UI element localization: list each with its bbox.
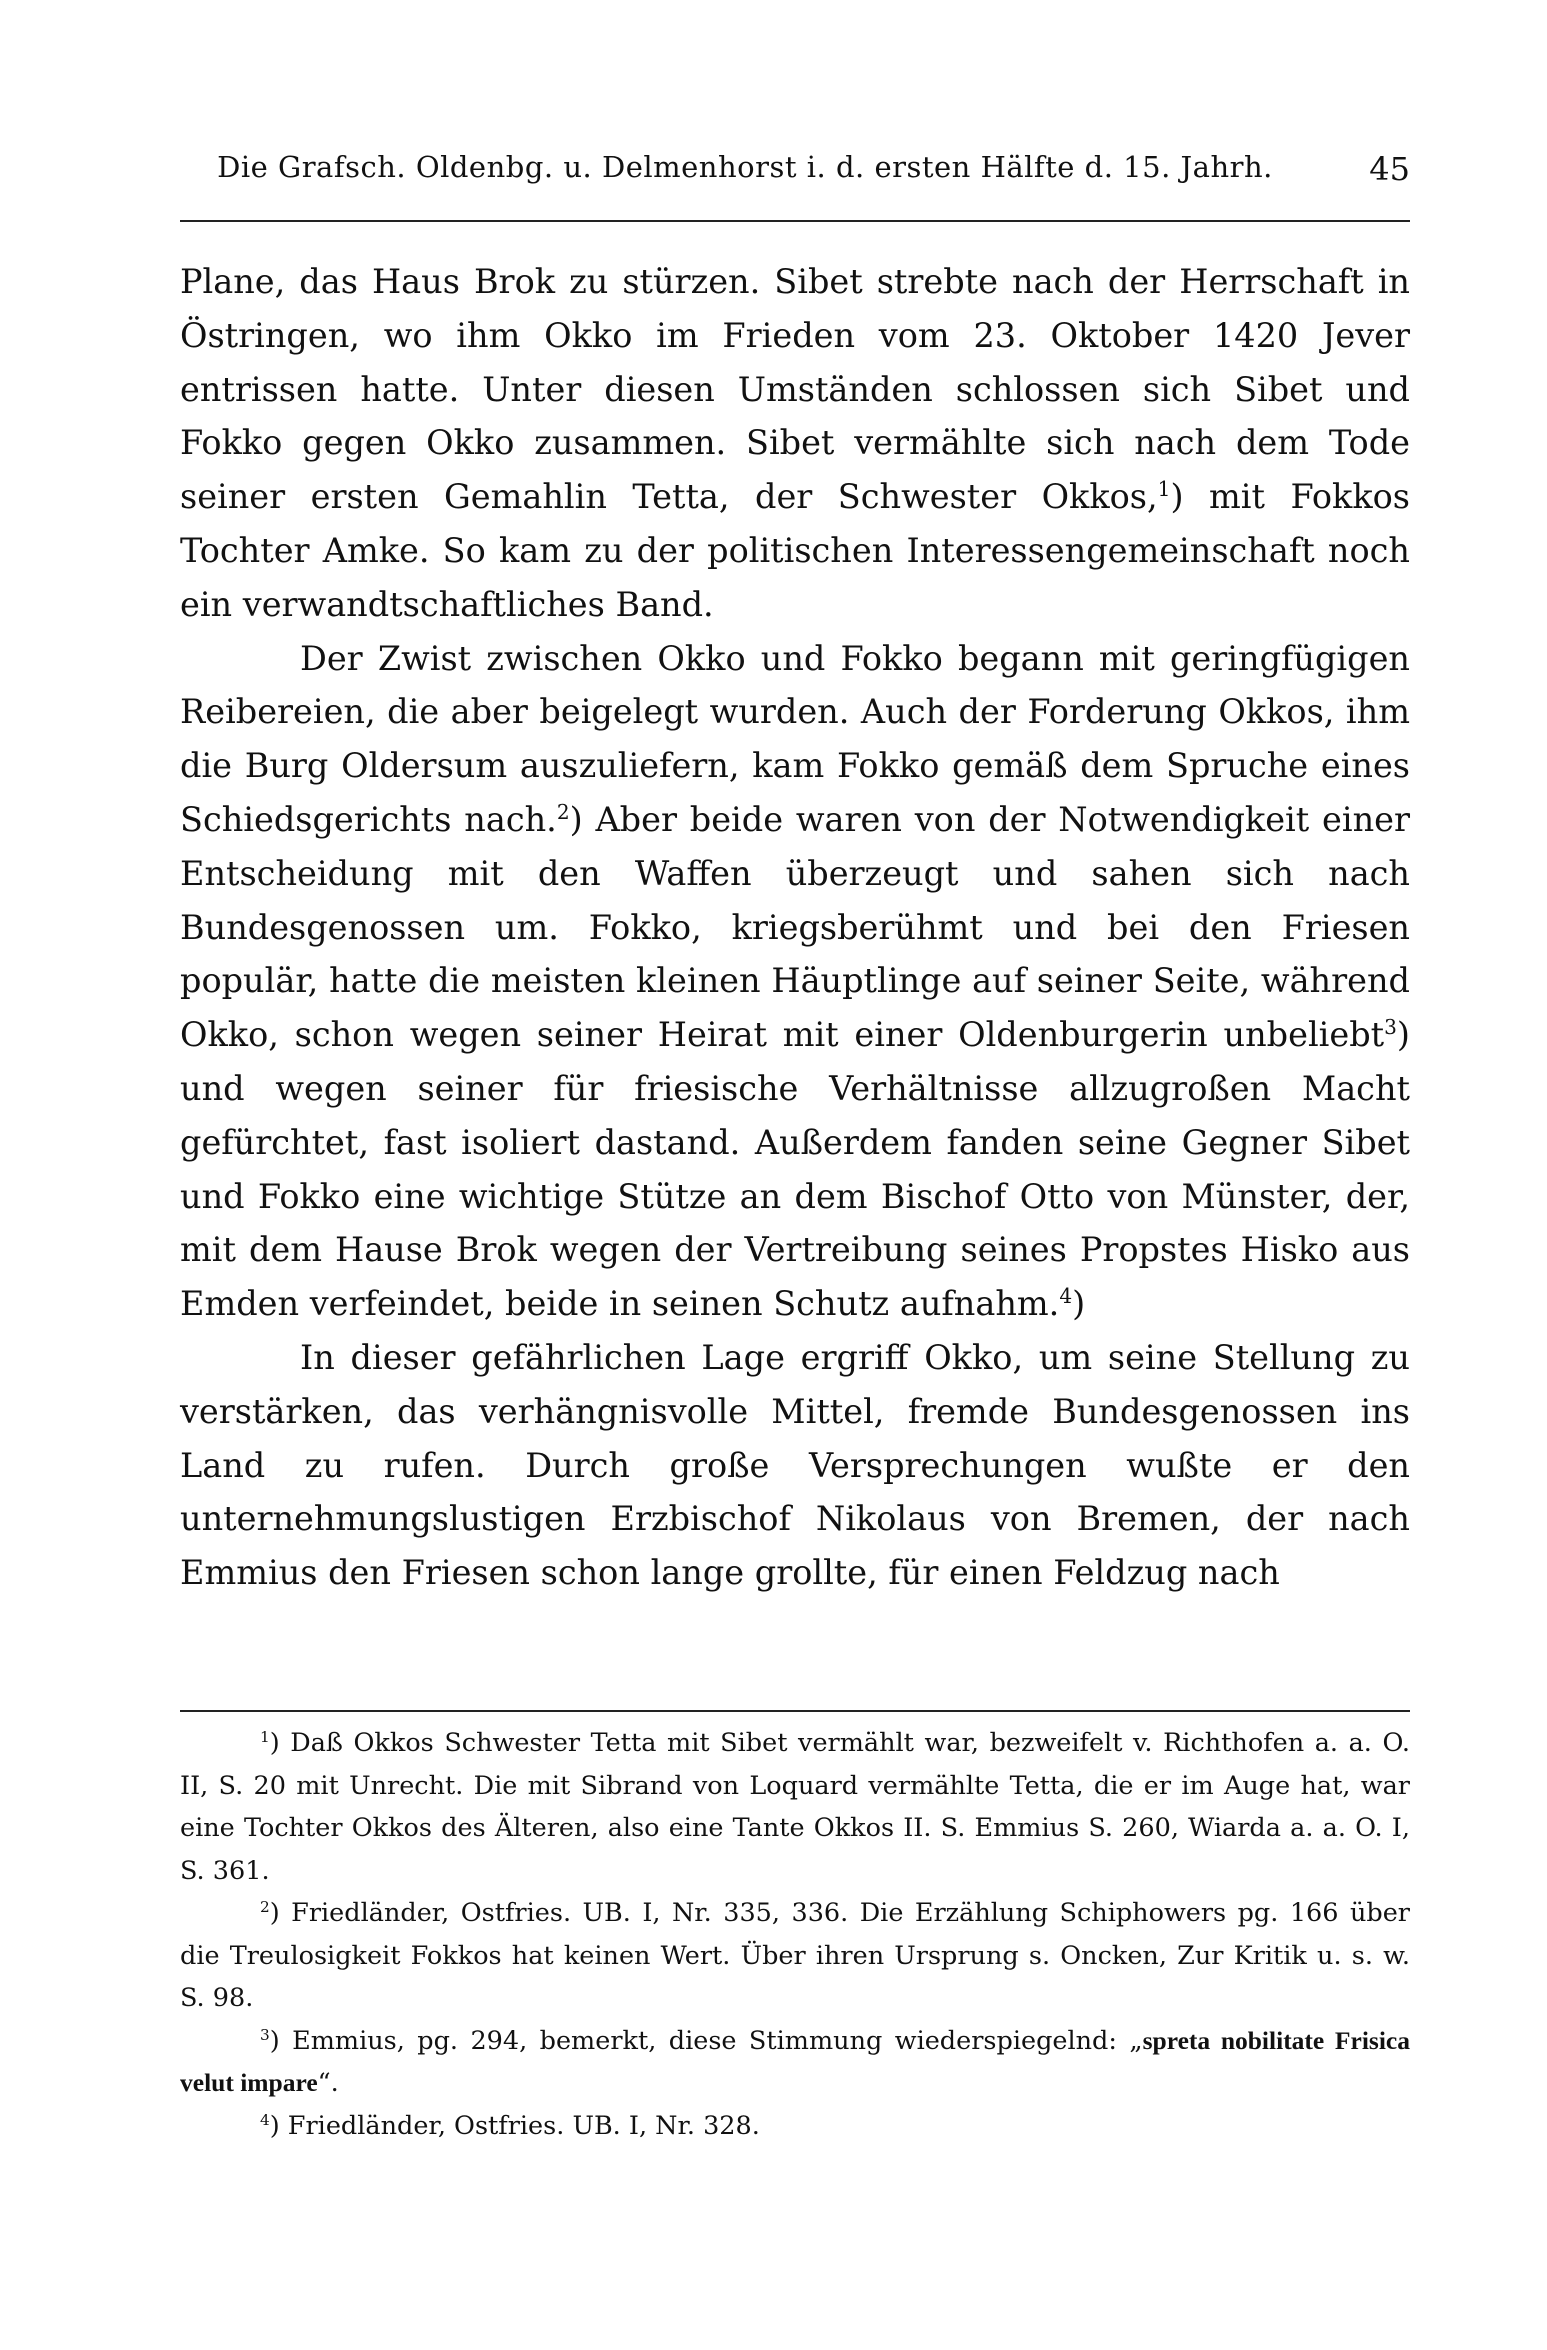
- paragraph-1: [180, 255, 1410, 632]
- footnote-ref: 1: [1157, 477, 1171, 502]
- footnote-text: “.: [317, 2068, 339, 2098]
- paragraph-text: ) Aber beide waren von der Notwendigkeit einer Entscheidung mit den Waffen überzeugt und sahen sich nach Bundesgenossen um. Fokko, kriegsberühmt und bei den Friesen populär, hatte die meisten kleinen Häuptlinge auf seiner Seite, während Okko, schon wegen seiner Heirat mit einer Oldenburgerin unbeliebt: [180, 799, 1411, 1055]
- running-header: [180, 150, 1410, 194]
- page-number: 45: [1369, 150, 1410, 188]
- footnote-ref: 3: [1384, 1015, 1397, 1040]
- paragraph-3: [180, 1331, 1410, 1600]
- paragraph-text: ) mit Fokkos Tochter Amke. So kam zu der politischen Interessengemeinschaft noch ein verwandtschaftliches Band.: [180, 477, 1410, 624]
- footnote-ref: 4: [1059, 1284, 1073, 1309]
- footnote-mark: 1: [260, 1727, 270, 1746]
- paragraph-text: ): [1072, 1284, 1086, 1324]
- paragraph-text: ) und wegen seiner für friesische Verhältnisse allzugroßen Macht gefürchtet, fast isoliert dastand. Außerdem fanden seine Gegner Sibet und Fokko eine wichtige Stütze an dem Bischof Otto von Münster, der, mit dem Hause Brok wegen der Vertreibung seines Propstes Hisko aus Emden verfeindet, beide in seinen Schutz aufnahm.: [180, 1015, 1410, 1324]
- footnote-2: [180, 1892, 1410, 2020]
- footnote-text: ) Emmius, pg. 294, bemerkt, diese Stimmung wiederspiegelnd: „: [269, 2025, 1143, 2056]
- footnote-text: ) Daß Okkos Schwester Tetta mit Sibet vermählt war, bezweifelt v. Richthofen a. a. O. II, S. 20 mit Unrecht. Die mit Sibrand von Loquard vermählte Tetta, die er im Auge hat, war eine Tochter Okkos des Älteren, also eine Tante Okkos II. S. Emmius S. 260, Wiarda a. a. O. I, S. 361.: [180, 1728, 1410, 1886]
- paragraph-2: [180, 632, 1410, 1331]
- paragraph-text: Plane, das Haus Brok zu stürzen. Sibet strebte nach der Herrschaft in Östringen, wo ihm Okko im Frieden vom 23. Oktober 1420 Jever entrissen hatte. Unter diesen Umständen schlossen sich Sibet und Fokko gegen Okko zusammen. Sibet vermählte sich nach dem Tode seiner ersten Gemahlin Tetta, der Schwester Okkos,: [180, 262, 1410, 517]
- footnote-3: [180, 2020, 1410, 2105]
- footnote-mark: 3: [260, 2025, 270, 2044]
- paragraph-text: Der Zwist zwischen Okko und Fokko begann mit geringfügigen Reibereien, die aber beigelegt wurden. Auch der Forderung Okkos, ihm die Burg Oldersum auszuliefern, kam Fokko gemäß dem Spruche eines Schiedsgerichts nach.: [180, 638, 1410, 839]
- main-text: [180, 255, 1410, 1600]
- footnote-text: ) Friedländer, Ostfries. UB. I, Nr. 328.: [269, 2110, 760, 2141]
- header-rule: [180, 220, 1410, 222]
- paragraph-text: In dieser gefährlichen Lage ergriff Okko, um seine Stellung zu verstärken, das verhängnisvolle Mittel, fremde Bundesgenossen ins Land zu rufen. Durch große Versprechungen wußte er den unternehmungslustigen Erzbischof Nikolaus von Bremen, der nach Emmius den Friesen schon lange grollte, für einen Feldzug nach: [180, 1337, 1410, 1593]
- footnote-text: ) Friedländer, Ostfries. UB. I, Nr. 335, 336. Die Erzählung Schiphowers pg. 166 über die Treulosigkeit Fokkos hat keinen Wert. Über ihren Ursprung s. Oncken, Zur Kritik u. s. w. S. 98.: [180, 1898, 1410, 2013]
- footnote-ref: 2: [556, 799, 570, 824]
- footnote-mark: 2: [260, 1897, 270, 1916]
- footnotes: [180, 1722, 1410, 2147]
- footnote-4: [180, 2105, 1410, 2148]
- footnote-rule: [180, 1710, 1410, 1712]
- running-title: Die Grafsch. Oldenbg. u. Delmenhorst i. d. ersten Hälfte d. 15. Jahrh.: [217, 150, 1273, 184]
- footnote-mark: 4: [260, 2110, 270, 2129]
- latin-quote: spreta nobilitate Frisica velut impare: [180, 2025, 1410, 2097]
- footnote-1: [180, 1722, 1410, 1892]
